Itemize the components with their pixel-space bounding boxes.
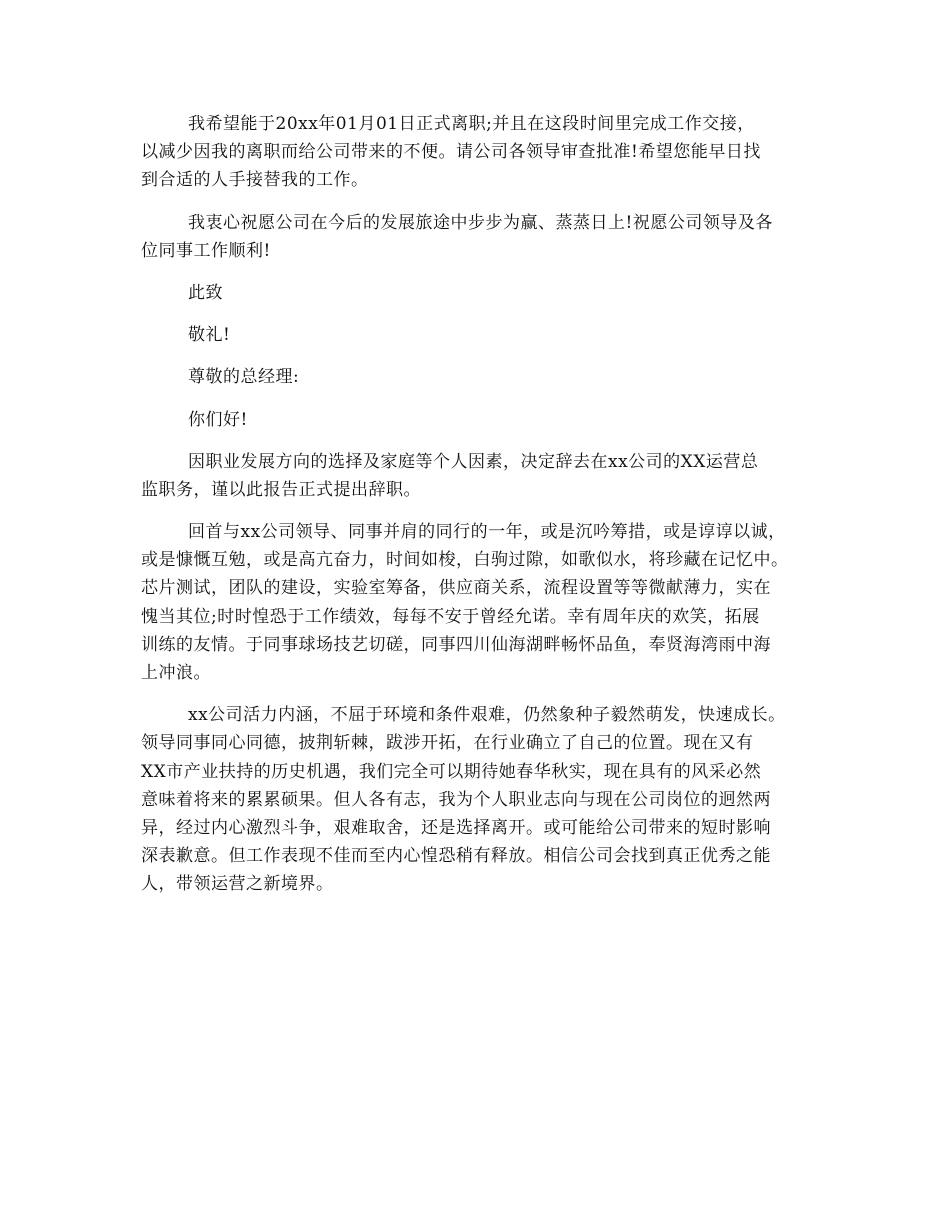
closing-jing-li: 敬礼! (188, 325, 231, 346)
text-line: xx公司活力内涵，不屈于环境和条件艰难，仍然象种子毅然萌发，快速成长。 (188, 705, 786, 726)
text-line: 意味着将来的累累硕果。但人各有志，我为个人职业志向与现在公司岗位的迥然两 (141, 789, 771, 810)
paragraph-retrospect (141, 518, 831, 687)
paragraph-company-outlook (141, 701, 831, 898)
text-line: 以减少因我的离职而给公司带来的不便。请公司各领导审查批准!希望您能早日找 (141, 142, 761, 163)
text-line: XX市产业扶持的历史机遇，我们完全可以期待她春华秋实，现在具有的风采必然 (141, 761, 762, 782)
salutation: 尊敬的总经理: (188, 367, 300, 388)
text-line: 到合适的人手接替我的工作。 (141, 170, 369, 191)
text-line: 芯片测试，团队的建设，实验室筹备，供应商关系，流程设置等等微献薄力，实在 (141, 578, 771, 599)
text-line: 我衷心祝愿公司在今后的发展旅途中步步为赢、蒸蒸日上!祝愿公司领导及各 (188, 212, 773, 233)
paragraph-wishes (141, 209, 831, 265)
text-line: 深表歉意。但工作表现不佳而至内心惶恐稍有释放。相信公司会找到真正优秀之能 (141, 846, 771, 867)
text-line: 或是慷慨互勉，或是高亢奋力，时间如梭，白驹过隙，如歌似水，将珍藏在记忆中。 (141, 550, 789, 571)
text-line: 监职务，谨以此报告正式提出辞职。 (141, 479, 421, 500)
text-line: 愧当其位;时时惶恐于工作绩效，每每不安于曾经允诺。幸有周年庆的欢笑，拓展 (141, 606, 760, 627)
paragraph-reason (141, 448, 831, 504)
text-line: 上冲浪。 (141, 663, 211, 683)
text-line: 位同事工作顺利! (141, 240, 271, 261)
greeting: 你们好! (188, 409, 248, 430)
text-line: 领导同事同心同德，披荆斩棘，跋涉开拓，在行业确立了自己的位置。现在又有 (141, 733, 754, 754)
closing-ci-zhi: 此致 (188, 282, 223, 303)
text-line: 训练的友情。于同事球场技艺切磋，同事四川仙海湖畔畅怀品鱼，奉贤海湾雨中海 (141, 634, 771, 655)
text-line: 我希望能于20xx年01月01日正式离职;并且在这段时间里完成工作交接， (188, 114, 755, 134)
letter-body (141, 110, 831, 899)
text-line: 异，经过内心激烈斗争，艰难取舍，还是选择离开。或可能给公司带来的短时影响 (141, 817, 771, 838)
text-line: 因职业发展方向的选择及家庭等个人因素，决定辞去在xx公司的XX运营总 (188, 451, 759, 472)
text-line: 人，带领运营之新境界。 (141, 874, 334, 895)
text-line: 回首与xx公司领导、同事并肩的同行的一年，或是沉吟筹措，或是谆谆以诚， (188, 522, 786, 543)
paragraph-resignation-date (141, 110, 831, 195)
